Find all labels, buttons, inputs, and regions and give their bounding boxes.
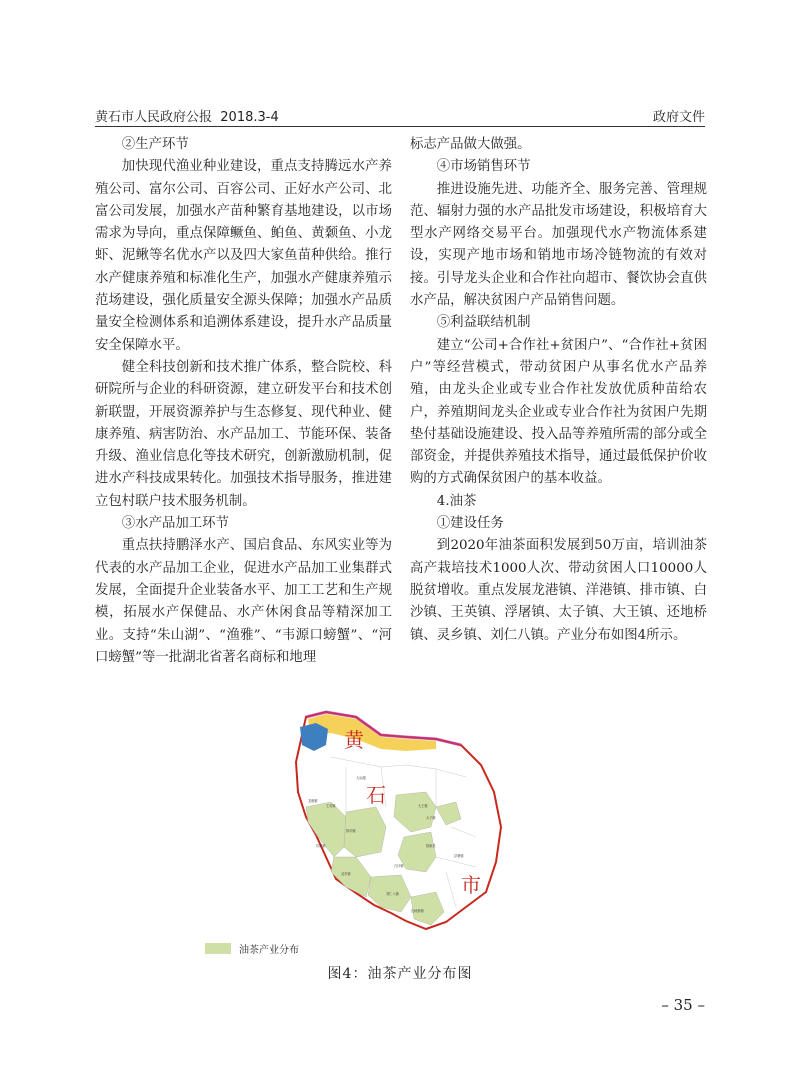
section-heading: ④市场销售环节	[436, 159, 531, 175]
map-place-label: 白沙镇	[394, 864, 404, 868]
map-place-label: 龙港镇	[308, 799, 318, 803]
map-place-label: 王英镇	[326, 804, 336, 808]
issue-number: 2018.3-4	[220, 110, 279, 125]
map-place-label: 阳新县	[426, 844, 436, 848]
page-header	[95, 104, 705, 127]
map-place-label: 浮屠镇	[454, 854, 464, 858]
body-paragraph: 建立“公司+合作社+贫困户”、“合作社+贫困户”等经营模式，带动贫困户从事名优水产品养殖，由龙头企业或专业合作社发放优质种苗给农户，养殖期间龙头企业或专业合作社为贫困户先期垫付基础设施建设、投入品等养殖所需的部分或全部资金，并提供养殖技术指导，通过最低保护价收购的方式确保贫困户的基本收益。	[410, 337, 707, 487]
body-paragraph: 健全科技创新和技术推广体系，整合院校、科研院所与企业的科研资源，建立研发平台和技术创新联盟，开展资源养护与生态修复、现代种业、健康养殖、病害防治、水产品加工、节能环保、装备升级、渔业信息化等技术研究，创新激励机制，促进水产科技成果转化。加强技术指导服务，推进建立包村联户技术服务机制。	[95, 359, 392, 509]
section-heading: 4.油茶	[436, 493, 477, 509]
map-char-huang: 黄	[344, 728, 364, 752]
map-place-label: 还地桥镇	[411, 909, 424, 913]
section-heading: ②生产环节	[121, 137, 189, 152]
map-char-shi: 石	[366, 783, 386, 807]
section-label: 政府文件	[652, 110, 705, 125]
map-place-label: 灵乡镇	[341, 872, 351, 876]
right-column	[410, 134, 707, 647]
body-paragraph: 重点扶持鹏泽水产、国启食品、东风实业等为代表的水产品加工企业，促进水产品加工业集群式发展，全面提升企业装备水平、加工工艺和生产规模，拓展水产保健品、水产休闲食品等精深加工业。支持“朱山湖”、“渔雅”、“韦源口螃蟹”、“河口螃蟹”等一批湖北省著名商标和地理	[95, 538, 392, 665]
map-place-label: 太子镇	[426, 816, 436, 820]
oil-tea-distribution-map	[286, 707, 512, 937]
figure-caption: 图4：油茶产业分布图	[327, 966, 473, 982]
body-paragraph: 加快现代渔业种业建设，重点支持腾远水产养殖公司、富尔公司、百容公司、正好水产公司、北富公司发展，加强水产苗种繁育基地建设，以市场需求为导向，重点保障鳜鱼、鲌鱼、黄颡鱼、小龙虾、泥鳅等名优水产以及四大家鱼苗种供给。推行水产健康养殖和标准化生产，加强水产健康养殖示范场建设，强化质量安全源头保障；加强水产品质量安全检测体系和追溯体系建设，提升水产品质量安全保障水平。	[95, 159, 392, 353]
map-place-label: 刘仁八镇	[386, 892, 399, 896]
body-paragraph: 标志产品做大做强。	[410, 137, 531, 152]
map-legend	[205, 941, 299, 956]
page-number: – 35 –	[661, 996, 705, 1014]
map-place-label: 排市镇	[346, 829, 356, 833]
map-place-label: 洋港镇	[316, 844, 326, 848]
section-heading: ③水产品加工环节	[121, 516, 229, 532]
body-paragraph: 到2020年油茶面积发展到50万亩，培训油茶高产栽培技术1000人次、带动贫困人口10000人脱贫增收。重点发展龙港镇、洋港镇、排市镇、白沙镇、王英镇、浮屠镇、太子镇、大王镇、还地桥镇、灵乡镇、刘仁八镇。产业分布如图4所示。	[410, 538, 707, 643]
map-place-label: 大冶湖	[356, 776, 366, 780]
section-heading: ⑤利益联结机制	[436, 315, 531, 331]
publication-title	[95, 106, 279, 125]
legend-swatch	[205, 943, 231, 954]
publication-name: 黄石市人民政府公报	[95, 110, 213, 125]
section-heading: ①建设任务	[436, 516, 504, 532]
left-column	[95, 134, 392, 669]
legend-label: 油茶产业分布	[239, 945, 299, 956]
map-place-label: 大王镇	[418, 804, 428, 808]
map-char-shi2: 市	[461, 873, 481, 897]
body-paragraph: 推进设施先进、功能齐全、服务完善、管理规范、辐射力强的水产品批发市场建设，积极培育大型水产网络交易平台。加强现代水产物流体系建设，实现产地市场和销地市场冷链物流的有效对接。引导龙头企业和合作社向超市、餐饮协会直供水产品，解决贫困户产品销售问题。	[410, 181, 707, 309]
